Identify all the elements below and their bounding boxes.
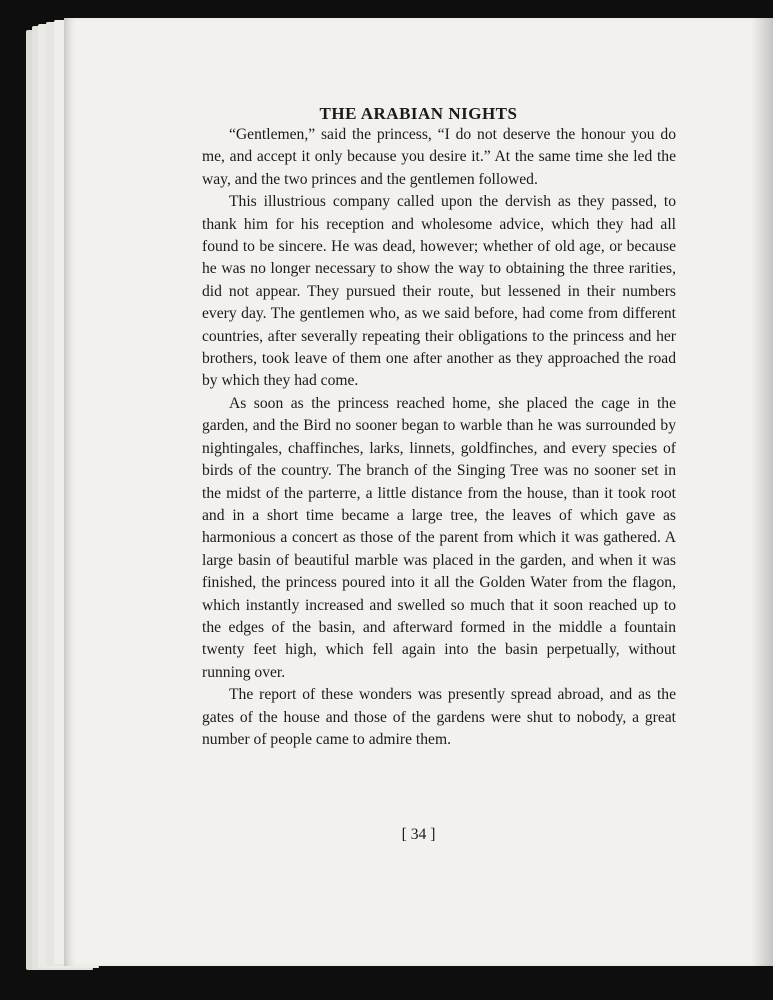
page-number: [ 34 ] bbox=[401, 826, 436, 843]
running-head: THE ARABIAN NIGHTS bbox=[319, 104, 518, 123]
paragraph: “Gentlemen,” said the princess, “I do not deserve the honour you do me, and accept it only because you desire it.” At the same time she led the way, and the two princes and the gentlemen followed. bbox=[202, 126, 676, 188]
gutter-shadow bbox=[751, 18, 773, 966]
paragraph: As soon as the princess reached home, she placed the cage in the garden, and the Bird no sooner began to warble than he was surrounded by nightingales, chaffinches, larks, linnets, goldfinches, and every species of birds of the country. The branch of the Singing Tree was no sooner set in the midst of the parterre, a little distance from the house, than it took root and in a short time became a large tree, the leaves of which gave as harmonious a concert as those of the parent from which it was gathered. A large basin of beautiful marble was placed in the garden, and when it was finished, the princess poured into it all the Golden Water from the flagon, which instantly increased and swelled so much that it soon reached up to the edges of the basin, and afterward formed in the middle a fountain twenty feet high, which fell again into the basin perpetually, without running over. bbox=[202, 394, 676, 681]
paragraph: The report of these wonders was presently spread abroad, and as the gates of the house and those of the gardens were shut to nobody, a great number of people came to admire them. bbox=[202, 686, 676, 748]
paragraph: This illustrious company called upon the dervish as they passed, to thank him for his reception and wholesome advice, which they had all found to be sincere. He was dead, however; whether of old age, or because he was no longer necessary to show the way to obtaining the three rarities, did not appear. They pursued their route, but lessened in their numbers every day. The gentlemen who, as we said before, had come from different countries, after severally repeating their obligations to the princess and her brothers, took leave of them one after another as they approached the road by which they had come. bbox=[202, 193, 676, 390]
body-text bbox=[202, 124, 676, 751]
